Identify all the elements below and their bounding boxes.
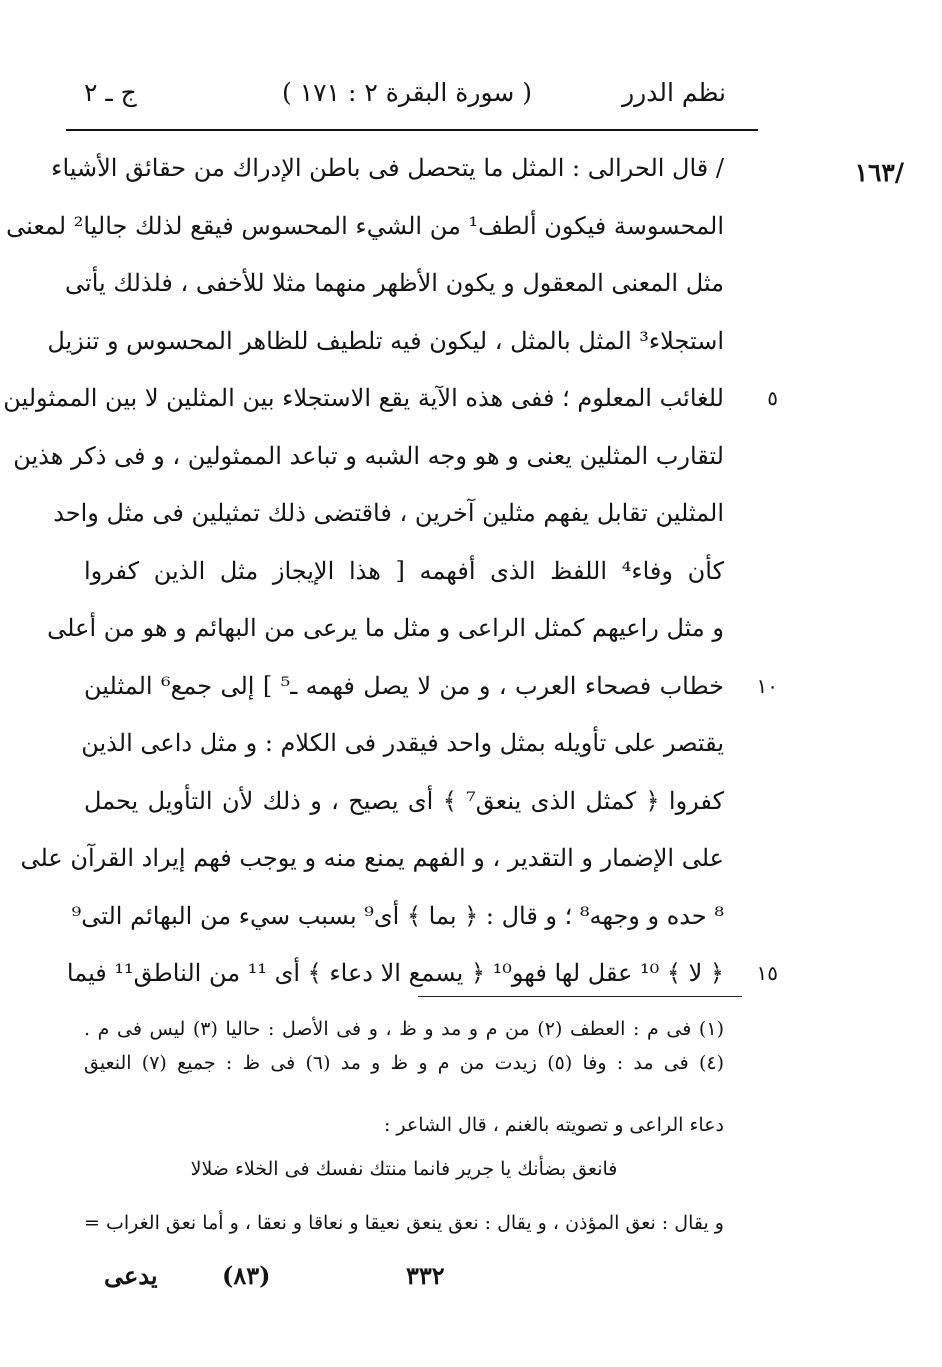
footnote-line: (٤) فى مد : وفا (٥) زيدت من م و ظ و مد (٦) فى ظ : جميع (٧) النعيق <box>84 1052 724 1074</box>
text-line: لتقارب المثلين يعنى و هو وجه الشبه و تباعد الممثولين ، و فى ذكر هذين <box>13 442 724 470</box>
text-line: استجلاء³ المثل بالمثل ، ليكون فيه تلطيف للظاهر المحسوس و تنزيل <box>47 327 724 355</box>
footnote-line: و يقال : نعق المؤذن ، و يقال : نعق ينعق نعيقا و نعاقا و نعقا ، و أما نعق الغراب = <box>84 1212 724 1234</box>
text-line: و مثل راعيهم كمثل الراعى و مثل ما يرعى من البهائم و هو من أعلى <box>47 614 724 642</box>
text-line: للغائب المعلوم ؛ ففى هذه الآية يقع الاستجلاء بين المثلين لا بين الممثولين <box>3 384 724 412</box>
running-head-title: نظم الدرر <box>622 78 726 107</box>
text-line: كفروا ﴿ كمثل الذى ينعق⁷ ﴾ أى يصيح ، و ذلك لأن التأويل يحمل <box>84 787 724 815</box>
line-number: ١٠ <box>756 674 778 698</box>
header-rule <box>66 129 758 131</box>
signature-mark: (٨٣) <box>222 1261 271 1290</box>
text-line: / قال الحرالى : المثل ما يتحصل فى باطن الإدراك من حقائق الأشياء <box>51 154 724 182</box>
text-line: يقتصر على تأويله بمثل واحد فيقدر فى الكلام : و مثل داعى الذين <box>81 729 724 757</box>
text-line: مثل المعنى المعقول و يكون الأظهر منهما مثلا للأخفى ، فلذلك يأتى <box>65 269 724 297</box>
footnote-rule <box>418 996 742 997</box>
footnote-line: دعاء الراعى و تصويته بالغنم ، قال الشاعر : <box>383 1114 724 1136</box>
text-line: كأن وفاء⁴ اللفظ الذى أفهمه [ هذا الإيجاز مثل الذين كفروا <box>84 557 724 585</box>
line-number: ٥ <box>767 386 778 410</box>
text-line: خطاب فصحاء العرب ، و من لا يصل فهمه ـ⁵ ] إلى جمع⁶ المثلين <box>84 672 725 700</box>
text-line: ⁸ حده و وجهه⁸ ؛ و قال : ﴿ بما ﴾ أى⁹ بسبب سيء من البهائم التى⁹ <box>71 902 724 930</box>
footnote-verse: فانعق بضأنك يا جرير فانما منتك نفسك فى الخلاء ضلالا <box>190 1158 618 1180</box>
running-head-sura: ( سورة البقرة ٢ : ١٧١ ) <box>282 78 533 107</box>
folio-marker: /١٦٣ <box>854 158 904 187</box>
text-line: ﴿ لا ﴾ ¹⁰ عقل لها فهو¹⁰ ﴿ يسمع الا دعاء ﴾ أى ¹¹ من الناطق¹¹ فيما <box>66 959 724 987</box>
page-number: ٣٣٢ <box>406 1261 445 1290</box>
catchword: يدعى <box>104 1261 158 1290</box>
running-head-volume: ج ـ ٢ <box>84 78 137 107</box>
line-number: ١٥ <box>756 961 778 985</box>
text-line: على الإضمار و التقدير ، و الفهم يمنع منه و يوجب فهم إيراد القرآن على <box>20 844 724 872</box>
text-line: المثلين تقابل يفهم مثلين آخرين ، فاقتضى ذلك تمثيلين فى مثل واحد <box>53 499 724 527</box>
footnote-line: (١) فى م : العطف (٢) من م و مد و ظ ، و فى الأصل : حاليا (٣) ليس فى م . <box>84 1018 724 1040</box>
text-line: المحسوسة فيكون ألطف¹ من الشيء المحسوس فيقع لذلك جاليا² لمعنى <box>6 212 724 240</box>
